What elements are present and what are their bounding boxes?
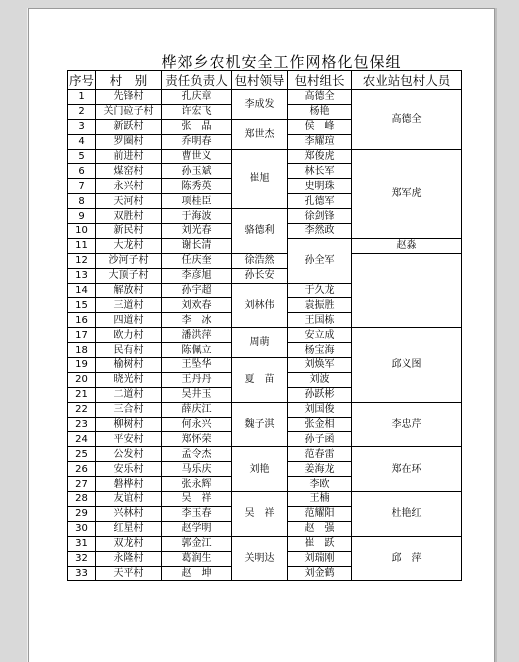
row-number: 25 [68, 447, 96, 462]
responsible-person: 郑怀荣 [162, 432, 232, 447]
responsible-person: 项桂臣 [162, 194, 232, 209]
responsible-person: 陈秀英 [162, 179, 232, 194]
station-staff: 杜艳红 [352, 492, 462, 537]
responsible-person: 许宏飞 [162, 104, 232, 119]
row-number: 4 [68, 134, 96, 149]
row-number: 11 [68, 238, 96, 253]
village-leader: 刘林伟 [232, 283, 288, 328]
table-row [68, 402, 462, 417]
row-number: 31 [68, 536, 96, 551]
table-row [68, 328, 462, 343]
table-row [68, 253, 462, 268]
village-leader: 骆德利 [232, 209, 288, 254]
responsible-person: 马乐庆 [162, 462, 232, 477]
responsible-person: 赵 坤 [162, 566, 232, 581]
village-name: 前进村 [96, 149, 162, 164]
village-name: 先锋村 [96, 90, 162, 105]
responsible-person: 孙宇超 [162, 283, 232, 298]
row-number: 19 [68, 358, 96, 373]
responsible-person: 李玉春 [162, 506, 232, 521]
group-leader: 崔 跃 [288, 536, 352, 551]
row-number: 10 [68, 224, 96, 239]
table-row [68, 268, 462, 283]
village-leader: 李成发 [232, 90, 288, 120]
table-row [68, 283, 462, 298]
village-name: 永隆村 [96, 551, 162, 566]
row-number: 29 [68, 506, 96, 521]
group-leader: 杨宝海 [288, 343, 352, 358]
village-name: 双胜村 [96, 209, 162, 224]
responsible-person: 吴 祥 [162, 492, 232, 507]
responsible-person: 刘光春 [162, 224, 232, 239]
village-name: 三合村 [96, 402, 162, 417]
group-leader: 安立成 [288, 328, 352, 343]
station-staff: 高德全 [352, 90, 462, 150]
village-name: 磐桦村 [96, 477, 162, 492]
group-leader: 杨艳 [288, 104, 352, 119]
village-name: 沙河子村 [96, 253, 162, 268]
document-title: 桦郊乡农机安全工作网格化包保组 [161, 53, 402, 71]
village-name: 公发村 [96, 447, 162, 462]
header-staff: 农业站包村人员 [352, 71, 462, 90]
row-number: 2 [68, 104, 96, 119]
row-number: 15 [68, 298, 96, 313]
row-number: 9 [68, 209, 96, 224]
table-row [68, 447, 462, 462]
group-leader: 刘金鹤 [288, 566, 352, 581]
village-name: 关门砬子村 [96, 104, 162, 119]
responsible-person: 王坠华 [162, 358, 232, 373]
village-name: 红星村 [96, 521, 162, 536]
row-number: 8 [68, 194, 96, 209]
row-number: 16 [68, 313, 96, 328]
village-name: 永兴村 [96, 179, 162, 194]
group-leader: 姜海龙 [288, 462, 352, 477]
group-leader: 张金相 [288, 417, 352, 432]
group-leader: 刘国俊 [288, 402, 352, 417]
group-leader: 袁振胜 [288, 298, 352, 313]
header-responsible: 责任负责人 [162, 71, 232, 90]
village-leader: 崔旭 [232, 149, 288, 209]
row-number: 22 [68, 402, 96, 417]
table-row [68, 149, 462, 164]
village-name: 民有村 [96, 343, 162, 358]
responsible-person: 李彦旭 [162, 268, 232, 283]
group-leader: 侯 峰 [288, 119, 352, 134]
responsible-person: 孙玉斌 [162, 164, 232, 179]
village-leader: 夏 苗 [232, 358, 288, 403]
row-number: 7 [68, 179, 96, 194]
group-leader: 郑俊虎 [288, 149, 352, 164]
group-leader: 孙子函 [288, 432, 352, 447]
row-number: 33 [68, 566, 96, 581]
village-name: 柳树村 [96, 417, 162, 432]
village-name: 三道村 [96, 298, 162, 313]
responsible-person: 乔明春 [162, 134, 232, 149]
village-leader: 郑世杰 [232, 119, 288, 149]
responsible-person: 任庆奎 [162, 253, 232, 268]
row-number: 12 [68, 253, 96, 268]
table-row [68, 90, 462, 105]
village-name: 安乐村 [96, 462, 162, 477]
village-name: 解放村 [96, 283, 162, 298]
row-number: 17 [68, 328, 96, 343]
station-staff: 邱 萍 [352, 536, 462, 581]
header-no: 序号 [68, 71, 96, 90]
group-leader: 刘焕军 [288, 358, 352, 373]
header-group-leader: 包村组长 [288, 71, 352, 90]
group-leader: 林长军 [288, 164, 352, 179]
responsible-person: 孟令杰 [162, 447, 232, 462]
header-village: 村 别 [96, 71, 162, 90]
row-number: 21 [68, 387, 96, 402]
group-leader: 范耀阳 [288, 506, 352, 521]
village-name: 天河村 [96, 194, 162, 209]
row-number: 32 [68, 551, 96, 566]
responsible-person: 于海波 [162, 209, 232, 224]
responsible-person: 刘欢春 [162, 298, 232, 313]
group-leader: 范春雷 [288, 447, 352, 462]
responsible-person: 陈佩立 [162, 343, 232, 358]
village-name: 新跃村 [96, 119, 162, 134]
responsible-person: 李 冰 [162, 313, 232, 328]
station-staff: 邱义图 [352, 328, 462, 402]
group-leader: 刘波 [288, 372, 352, 387]
header-row [68, 71, 462, 90]
village-name: 二道村 [96, 387, 162, 402]
village-name: 罗圈村 [96, 134, 162, 149]
responsible-person: 郭金江 [162, 536, 232, 551]
village-leader: 吴 祥 [232, 492, 288, 537]
group-leader: 李耀瑄 [288, 134, 352, 149]
group-leader: 李欧 [288, 477, 352, 492]
row-number: 5 [68, 149, 96, 164]
row-number: 23 [68, 417, 96, 432]
grid-table [67, 70, 462, 581]
station-staff: 郑军虎 [352, 149, 462, 238]
group-leader: 于久龙 [288, 283, 352, 298]
village-leader: 孙全军 [288, 238, 352, 283]
row-number: 27 [68, 477, 96, 492]
responsible-person: 葛润生 [162, 551, 232, 566]
row-number: 28 [68, 492, 96, 507]
station-staff: 郑在环 [352, 447, 462, 492]
village-leader: 魏子淇 [232, 402, 288, 447]
row-number: 18 [68, 343, 96, 358]
responsible-person: 吴井玉 [162, 387, 232, 402]
group-leader: 赵淼 [352, 238, 462, 253]
responsible-person: 王丹丹 [162, 372, 232, 387]
responsible-person: 何永兴 [162, 417, 232, 432]
responsible-person: 张 晶 [162, 119, 232, 134]
row-number: 3 [68, 119, 96, 134]
village-leader: 刘艳 [232, 447, 288, 492]
group-leader: 史明珠 [288, 179, 352, 194]
table-row [68, 536, 462, 551]
group-leader: 孙跃彬 [288, 387, 352, 402]
responsible-person: 薛庆江 [162, 402, 232, 417]
responsible-person: 孔庆章 [162, 90, 232, 105]
row-number: 26 [68, 462, 96, 477]
row-number: 14 [68, 283, 96, 298]
row-number: 6 [68, 164, 96, 179]
responsible-person: 赵学明 [162, 521, 232, 536]
group-leader: 徐浩然 [232, 253, 288, 268]
header-leader: 包村领导 [232, 71, 288, 90]
responsible-person: 张永辉 [162, 477, 232, 492]
row-number: 1 [68, 90, 96, 105]
village-name: 大龙村 [96, 238, 162, 253]
village-name: 双龙村 [96, 536, 162, 551]
village-name: 欧力村 [96, 328, 162, 343]
group-leader: 赵 强 [288, 521, 352, 536]
group-leader: 徐剑锋 [288, 209, 352, 224]
village-leader: 周萌 [232, 328, 288, 358]
group-leader: 王国栋 [288, 313, 352, 328]
village-name: 天平村 [96, 566, 162, 581]
table-row [68, 492, 462, 507]
village-name: 大顶子村 [96, 268, 162, 283]
row-number: 13 [68, 268, 96, 283]
group-leader: 刘瑞刚 [288, 551, 352, 566]
responsible-person: 潘洪萍 [162, 328, 232, 343]
row-number: 24 [68, 432, 96, 447]
responsible-person: 曹世义 [162, 149, 232, 164]
village-name: 四道村 [96, 313, 162, 328]
village-name: 新民村 [96, 224, 162, 239]
village-name: 友谊村 [96, 492, 162, 507]
station-staff: 李忠芹 [352, 402, 462, 447]
row-number: 30 [68, 521, 96, 536]
group-leader: 孙长安 [232, 268, 288, 283]
village-leader: 关明达 [232, 536, 288, 581]
village-name: 兴林村 [96, 506, 162, 521]
row-number: 20 [68, 372, 96, 387]
village-name: 榆树村 [96, 358, 162, 373]
village-name: 煤窑村 [96, 164, 162, 179]
responsible-person: 谢长清 [162, 238, 232, 253]
group-leader: 孔德军 [288, 194, 352, 209]
group-leader: 高德全 [288, 90, 352, 105]
village-name: 平安村 [96, 432, 162, 447]
group-leader: 李然政 [288, 224, 352, 239]
village-name: 晓光村 [96, 372, 162, 387]
group-leader: 王楠 [288, 492, 352, 507]
table-body [68, 90, 462, 581]
